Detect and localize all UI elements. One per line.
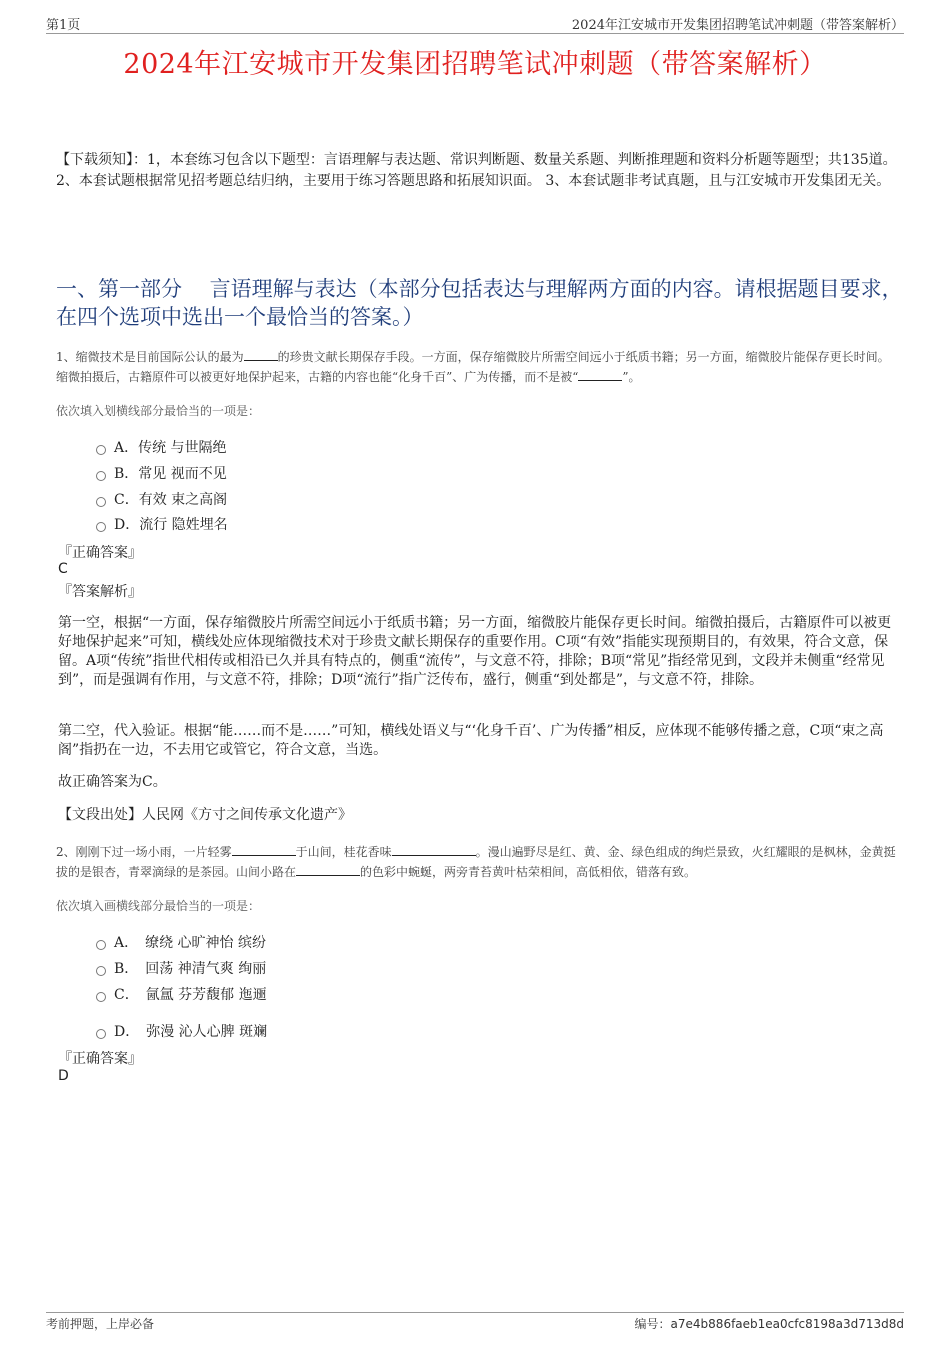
question-2-option-d[interactable]	[96, 1021, 267, 1041]
question-2-option-c[interactable]	[96, 984, 267, 1004]
option-label: A． 缭绕 心旷神怡 缤纷	[114, 935, 267, 951]
option-label: D．流行 隐姓埋名	[114, 517, 228, 533]
question-1-text-part2: 的珍贵文献长期保存手段。一方面，保存缩微胶片所需空间远小于纸质书籍；另一方面，缩微胶片能保存更长时间。缩微拍摄后，古籍原件可以被更好地保护起来，古籍的内容也能“化身千百”、广为传播，而不是被“	[56, 350, 890, 384]
question-1-source: 【文段出处】人民网《方寸之间传承文化遗产》	[58, 807, 352, 823]
footer-slogan: 考前押题，上岸必备	[46, 1317, 155, 1331]
question-1-text-part3: ”。	[622, 370, 641, 384]
radio-icon[interactable]	[96, 522, 106, 532]
question-2-answer: D	[58, 1068, 69, 1084]
question-2-text-part1: 2、刚刚下过一场小雨，一片轻雾	[56, 845, 232, 859]
option-label: B．常见 视而不见	[114, 466, 227, 482]
header-doc-title: 2024年江安城市开发集团招聘笔试冲刺题（带答案解析）	[571, 18, 904, 33]
question-1-text	[56, 347, 901, 387]
radio-icon[interactable]	[96, 940, 106, 950]
blank-line	[244, 347, 278, 361]
radio-icon[interactable]	[96, 992, 106, 1002]
footer-code-label: 编号：	[634, 1317, 671, 1331]
question-2-answer-label: 『正确答案』	[58, 1051, 142, 1067]
option-label: C． 氤氲 芬芳馥郁 迤逦	[114, 987, 267, 1003]
blank-line	[296, 862, 360, 876]
question-2-text-part4: 的色彩中蜿蜒，两旁青苔黄叶枯荣相间，高低相依，错落有致。	[360, 865, 697, 879]
question-2-option-b[interactable]	[96, 958, 266, 978]
question-1-option-d[interactable]	[96, 514, 228, 534]
question-1-answer-label: 『正确答案』	[58, 545, 142, 561]
blank-line	[232, 842, 296, 856]
radio-icon[interactable]	[96, 471, 106, 481]
footer-code-block	[635, 1315, 904, 1332]
question-1-answer: C	[58, 561, 68, 577]
option-label: A．传统 与世隔绝	[114, 440, 227, 456]
section-heading: 一、第一部分 言语理解与表达（本部分包括表达与理解两方面的内容。请根据题目要求，在四个选项中选出一个最恰当的答案。）	[56, 277, 903, 329]
radio-icon[interactable]	[96, 497, 106, 507]
option-label: C．有效 束之高阁	[114, 492, 228, 508]
radio-icon[interactable]	[96, 1029, 106, 1039]
option-label: D． 弥漫 沁人心脾 斑斓	[114, 1024, 268, 1040]
option-label: B． 回荡 神清气爽 绚丽	[114, 961, 267, 977]
question-1-option-a[interactable]	[96, 437, 227, 457]
question-1-analysis-paragraph-3: 故正确答案为C。	[58, 774, 167, 790]
question-1-analysis-label: 『答案解析』	[58, 584, 142, 600]
radio-icon[interactable]	[96, 445, 106, 455]
footer-rule	[46, 1312, 904, 1313]
page-number: 第1页	[46, 18, 81, 33]
question-2-text	[56, 842, 901, 882]
question-2-text-part3: 。漫山遍野尽是红、黄、金、绿色组成的绚烂景致，火红耀眼的是枫林，金黄挺拔的是银杏，青翠滴绿的是茶园。山间小路在	[56, 845, 896, 879]
question-1-option-c[interactable]	[96, 489, 227, 509]
blank-line	[578, 367, 622, 381]
question-1-instruction: 依次填入划横线部分最恰当的一项是：	[56, 404, 261, 418]
footer-code: a7e4b886faeb1ea0cfc8198a3d713d8d	[670, 1317, 904, 1331]
question-2-instruction: 依次填入画横线部分最恰当的一项是：	[56, 899, 261, 913]
radio-icon[interactable]	[96, 966, 106, 976]
question-2-option-a[interactable]	[96, 932, 266, 952]
blank-line	[392, 842, 476, 856]
question-1-analysis-paragraph-2: 第二空，代入验证。根据“能……而不是……”可知，横线处语义与“‘化身千百’、广为传播”相反，应体现不能够传播之意，C项“束之高阁”指扔在一边，不去用它或管它，符合文意，当选。	[58, 723, 884, 758]
page-title: 2024年江安城市开发集团招聘笔试冲刺题（带答案解析）	[123, 49, 827, 80]
download-notice: 【下载须知】：1，本套练习包含以下题型：言语理解与表达题、常识判断题、数量关系题、判断推理题和资料分析题等题型；共135道。 2、本套试题根据常见招考题总结归纳，主要用于练习答题思路和拓展知识面。 3、本套试题非考试真题，且与江安城市开发集团无关。	[56, 152, 897, 189]
header-rule	[46, 33, 904, 34]
question-1-text-part1: 1、缩微技术是目前国际公认的最为	[56, 350, 244, 364]
question-2-text-part2: 于山间，桂花香味	[295, 845, 392, 859]
question-1-option-b[interactable]	[96, 463, 227, 483]
question-1-analysis-paragraph-1: 第一空，根据“一方面，保存缩微胶片所需空间远小于纸质书籍；另一方面，缩微胶片能保存更长时间。缩微拍摄后，古籍原件可以被更好地保护起来”可知，横线处应体现缩微技术对于珍贵文献长期保存的重要作用。C项“有效”指能实现预期目的，有效果，符合文意，保留。A项“传统”指世代相传或相沿已久并具有特点的，侧重“流传”，与文意不符，排除；B项“常见”指经常见到，文段并未侧重“经常见到”，而是强调有作用，与文意不符，排除；D项“流行”指广泛传布，盛行，侧重“到处都是”，与文意不符，排除。	[58, 615, 892, 688]
